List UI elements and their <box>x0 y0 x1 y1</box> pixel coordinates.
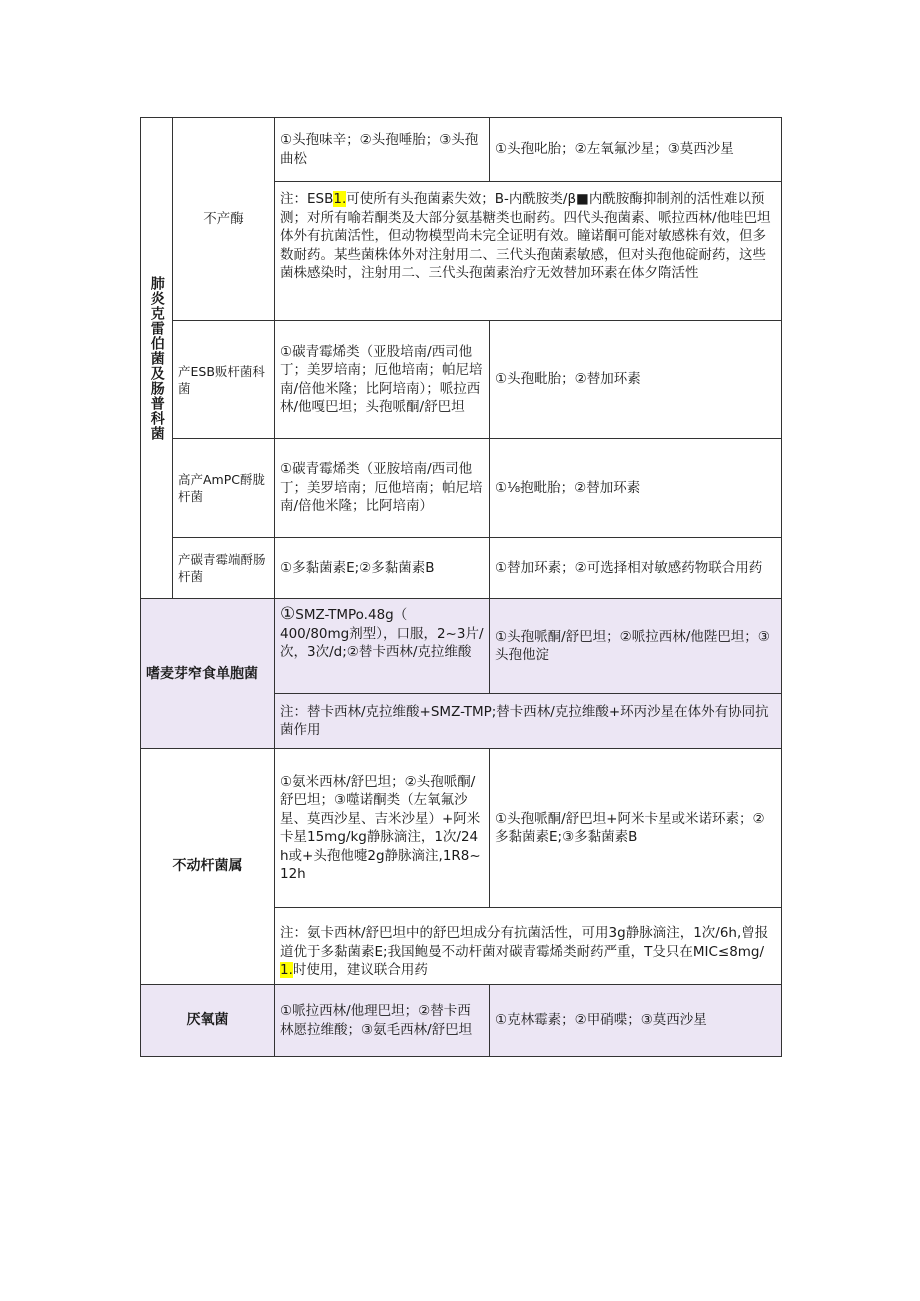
alternative-drugs: ①头孢毗胎；②替加环素 <box>489 320 782 439</box>
alternative-drugs: ①头孢叱胎；②左氧氟沙星；③莫西沙星 <box>489 117 782 182</box>
first-choice-drugs: ①碳青霉烯类（亚胺培南/西司他丁；美罗培南；厄他培南；帕尼培南/倍他米隆；比阿培南） <box>274 438 490 538</box>
first-choice-drugs <box>274 598 490 694</box>
section-label-klebsiella: 肺炎克雷伯菌及肠普科菌 <box>140 117 173 599</box>
alternative-drugs: ①⅛抱毗胎；②替加环素 <box>489 438 782 538</box>
note-text: 时使用，建议联合用药 <box>292 962 428 978</box>
drug-text: 400/80mg剂型），口服，2~3片/次，3次/d;②替卡西林/克拉维酸 <box>280 625 484 660</box>
alternative-drugs: ①替加环素；②可选择相对敏感药物联合用药 <box>489 537 782 599</box>
note-text: 注：ESB <box>280 191 334 207</box>
note-row <box>274 907 782 985</box>
highlight-mark: 1. <box>280 962 293 978</box>
note-row: 注：替卡西林/克拉维酸+SMZ-TMP;替卡西林/克拉维酸+环丙沙星在体外有协同抗菌作用 <box>274 693 782 749</box>
circled-number: ① <box>280 604 296 624</box>
alternative-drugs: ①克林霉素；②甲硝喋；③莫西沙星 <box>489 984 782 1057</box>
category-carbapenemase: 产碳青霉端酹肠杆菌 <box>172 537 275 599</box>
first-choice-drugs: ①多黏菌素E;②多黏菌素B <box>274 537 490 599</box>
alternative-drugs: ①头孢哌酮/舒巴坦；②哌拉西林/他陛巴坦；③头孢他淀 <box>489 598 782 694</box>
category-ampc: 高产AmPC酹胧杆菌 <box>172 438 275 538</box>
highlight-mark: 1. <box>333 191 347 207</box>
section-label-anaerobes: 厌氧菌 <box>140 984 275 1057</box>
first-choice-drugs: ①哌拉西林/他理巴坦；②替卡西林愿拉维酸；③氨毛西林/舒巴坦 <box>274 984 490 1057</box>
note-text: 注：氨卡西林/舒巴坦中的舒巴坦成分有抗菌活性，可用3g静脉滴注，1次/6h,曾报道优于多黏菌素E;我国鲍曼不动杆菌对碳青霉烯类耐药严重，T殳只在MIC≤8mg/ <box>280 925 769 960</box>
category-no-enzyme: 不产酶 <box>172 117 275 321</box>
alternative-drugs: ①头孢哌酮/舒巴坦+阿米卡星或米诺环素；②多黏菌素E;③多黏菌素B <box>489 748 782 908</box>
first-choice-drugs: ①头孢味辛；②头孢唾胎；③头孢曲松 <box>274 117 490 182</box>
first-choice-drugs: ①碳青霉烯类（亚股培南/西司他丁；美罗培南；厄他培南；帕尼培南/倍他米隆；比阿培南）；哌拉西林/他嘎巴坦；头孢哌酮/舒巴坦 <box>274 320 490 439</box>
note-text: 可使所有头孢菌素失效；B-内酰胺类/β■内酰胺酶抑制剂的活性难以预测；对所有喻若酮类及大部分氨基糖类也耐药。四代头孢菌素、哌拉西林/他哇巴坦体外有抗菌活性，但动物模型尚未完全证明有效。瞳诺酮可能对敏感株有效，但多数耐药。某些菌株体外对注射用二、三代头孢菌素敏感，但对头孢他碇耐药，这些菌株感染时，注射用二、三代头孢菌素治疗无效替加环素在体夕隋活性 <box>280 191 771 281</box>
section-label-acinetobacter: 不动杆菌属 <box>140 748 275 985</box>
category-esbl: 产ESB贩杆菌科菌 <box>172 320 275 439</box>
drug-text: SMZ-TMPo.48g（ <box>295 607 408 623</box>
section-label-stenotrophomonas: 嗜麦芽窄食单胞菌 <box>140 598 275 749</box>
note-row <box>274 181 782 321</box>
first-choice-drugs: ①氨米西林/舒巴坦；②头孢哌酮/舒巴坦；③噬诺酮类（左氧氟沙星、莫西沙星、吉米沙星）+阿米卡星15mg/kg静脉滴注，1次/24h或+头孢他嚏2g静脉滴注,1R8~12h <box>274 748 490 908</box>
